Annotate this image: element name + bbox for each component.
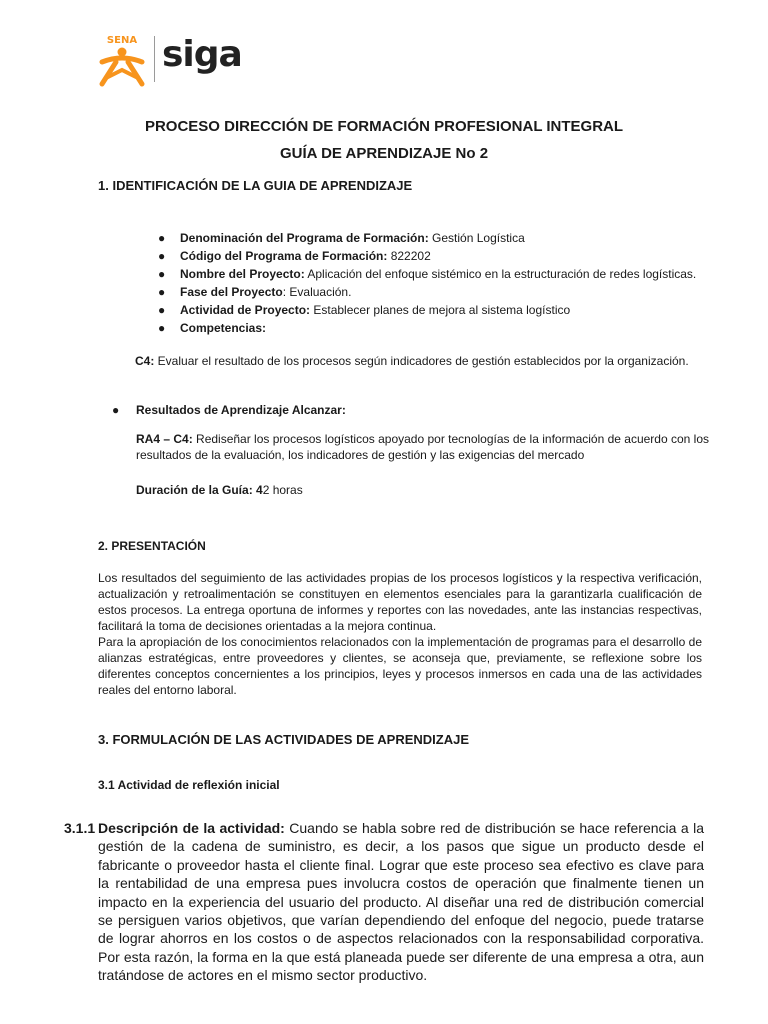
list-item-project-phase: ● Fase del Proyecto: Evaluación. xyxy=(158,285,352,299)
header-logos xyxy=(96,32,256,88)
section-3-heading: 3. FORMULACIÓN DE LAS ACTIVIDADES DE APRENDIZAJE xyxy=(98,732,470,747)
identification-list xyxy=(150,230,710,338)
guide-duration: Duración de la Guía: 42 horas xyxy=(136,483,303,497)
activity-number: 3.1.1 xyxy=(64,820,96,836)
list-item-competencies: ● Competencias: xyxy=(158,321,267,335)
svg-text:SENA: SENA xyxy=(106,35,138,46)
list-item-program-name: ● Denominación del Programa de Formación: Gestión Logística xyxy=(158,231,525,245)
presentation-paragraph-1: Los resultados del seguimiento de las actividades propias de los procesos logísticos y la respectiva verificación, actualización y retroalimentación se constituyen en elementos esenciales para la garantizarla cualificación de estos procesos. La entrega oportuna de informes y reportes con las novedades, ante las instancias respectivas, facilitará la toma de decisiones orientadas a la mejora continua. xyxy=(98,571,702,633)
siga-logo-text: siga xyxy=(162,34,242,75)
section-1-heading: 1. IDENTIFICACIÓN DE LA GUIA DE APRENDIZAJE xyxy=(98,178,413,193)
document-title: PROCESO DIRECCIÓN DE FORMACIÓN PROFESIONAL INTEGRAL xyxy=(144,118,624,135)
section-2-heading: 2. PRESENTACIÓN xyxy=(98,539,206,553)
activity-description: Descripción de la actividad: Cuando se habla sobre red de distribución se hace referencia a la gestión de la cadena de suministro, es decir, a los pasos que sigue un producto desde el fabricante o proveedor hasta el cliente final. Lograr que este proceso sea efectivo es clave para la rentabilidad de una empresa pues involucra costos de operación que finalmente tienen un impacto en la experiencia del usuario del producto. Al diseñar una red de distribución comercial se persiguen varios objetivos, que varían dependiendo del enfoque del negocio, puede tratarse de lograr ahorros en los costos o de aspectos relacionados con la responsabilidad corporativa. Por esta razón, la forma en la que está planeada puede ser diferente de una empresa a otra, aun tratándose de actores en el mismo sector productivo. xyxy=(98,820,704,984)
list-item-project-activity: ● Actividad de Proyecto: Establecer planes de mejora al sistema logístico xyxy=(158,303,571,317)
section-3-1-heading: 3.1 Actividad de reflexión inicial xyxy=(98,778,280,792)
sena-logo-icon xyxy=(96,32,148,88)
logo-divider xyxy=(154,36,155,82)
list-item-project-name: ● Nombre del Proyecto: Aplicación del enfoque sistémico en la estructuración de redes logísticas. xyxy=(158,267,697,281)
competency-text: C4: Evaluar el resultado de los procesos según indicadores de gestión establecidos por la organización. xyxy=(135,354,689,368)
list-item-program-code: ● Código del Programa de Formación: 822202 xyxy=(158,249,431,263)
presentation-paragraph-2: Para la apropiación de los conocimientos relacionados con la implementación de programas para el desarrollo de alianzas estratégicas, entre proveedores y clientes, se aconseja que, previamente, se reflexione sobre los diferentes conceptos concernientes a los principios, leyes y procesos inmersos en cada una de las actividades reales del entorno laboral. xyxy=(98,635,702,697)
document-subtitle: GUÍA DE APRENDIZAJE No 2 xyxy=(279,145,489,162)
learning-result-ra4: RA4 – C4: Rediseñar los procesos logísticos apoyado por tecnologías de la información de acuerdo con los resultados de la evaluación, los indicadores de gestión y las exigencias del mercado xyxy=(136,432,709,462)
